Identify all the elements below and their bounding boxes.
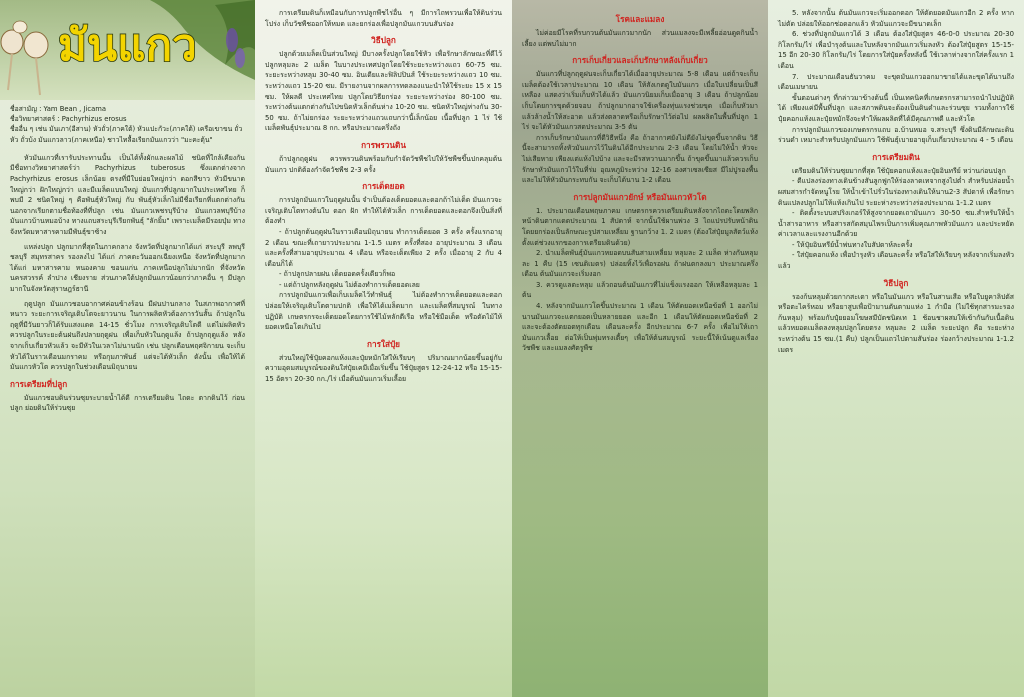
giant-step-6: 6. ช่วงที่ปลูกมันแกวได้ 3 เดือน ต้องใส่ปุ๋ยสูตร 46-0-0 ประมาณ 20-30 กิโลกรัม/ไร่ เพื่อบำรุงต้นและใบหลังจากมันแกวเริ่มลงหัว ต้องใส่ปุ๋ยสูตร 15-15-15 อีก 20-30 กิโลกรัม/ไร่ โดยการใส่ปุ๋ยครั้งหลังนี้ ใช้เวลาห่างจากใส่ครั้งแรก 1 เดือน xyxy=(778,30,1014,70)
soil-prep-item-3: - ให้ปุ๋ยอินทรีย์น้ำพ่นทางใบสัปดาห์ละครั้ง xyxy=(792,240,913,249)
pests-paragraph: ไม่ค่อยมีโรคที่รบกวนต้นมันแกวมากนัก ส่วนแมลงจะมีเพลี้ยอ่อนดูดกินน้ำเลี้ยง แต่พบไม่มาก xyxy=(522,29,758,48)
intro-paragraph: หัวมันแกวที่เรารับประทานนั้น เป็นได้ทั้งผักและผลไม้ ชนิดที่ใกล้เคียงกัน มีชื่อทางวิทยาศาสตร์ว่า Pachyrhizus tuberosus ซึ่งแตกต่างจาก Pachyrhizus erosus เล็กน้อย ตรงที่มีใบย่อยใหญ่กว่า ดอกสีขาว หัวมีขนาดใหญ่กว่า ฝักใหญ่กว่า และมีเมล็ดแบนใหญ่ มันแกวที่ปลูกมากในประเทศไทย ก็พบมี 2 ชนิดใหญ่ ๆ คือพันธุ์หัวใหญ่ กับ พันธุ์หัวเล็กไม่มีชื่อเรียกที่แตกต่างกัน นอกจากเรียกตามชื่อท้องที่ที่ปลูก เช่น มันแกวเพชรบุรีบ้าง มันแกวลพบุรีบ้าง มันแกวบ้านหมอบ้าง ทางแถบสระบุรีเรียกพันธุ์ "ลักยิ้ม" เพราะเมล็ดมีรอยบุ๋ม ทางจังหวัดมหาสารคามมีพันธุ์ขาซ้าง xyxy=(10,153,245,236)
meta-scientific-name: ชื่อวิทยาศาสตร์ : Pachyrhizus erosus xyxy=(10,115,127,124)
meta-other-names: ชื่ออื่น ๆ เช่น มันเภา(อีสาน) หัวถั่ว(ภาคใต้) หัวแปะกัวะ(ภาคใต้) เครือเขาขน ถั่วหัว ถั่วบ้ง มันแกวลาว(ภาคเหนือ) ชาวไทลื้อเรียกมันแกวว่า "มะคะตุ้น" xyxy=(10,125,243,144)
giant-step-3: 3. ควรดูแลตะหลุม แล้วถอนต้นมันแกวที่ไม่แข็งแรงออก ให้เหลือหลุมละ 1 ต้น xyxy=(522,280,758,300)
section-heading-pests: โรคและแมลง xyxy=(615,14,665,24)
saraburi-paragraph: การปลูกมันแกวของเกษตรกรแถบ อ.บ้านหมอ จ.สระบุรี ซึ่งดินมีลักษณะดินร่วนดำ เหมาะสำหรับปลูกมันแกว ใช้พันธุ์เบายอายุเก็บเกี่ยวประมาณ 4 - 5 เดือน xyxy=(778,125,1014,145)
panel-1 xyxy=(0,0,255,697)
topping-item-3: - แต่ถ้าปลูกหลังฤดูฝน ไม่ต้องทำการเด็ดยอดเลย xyxy=(279,280,420,289)
storage-paragraph: การเก็บรักษามันแกวที่ดีวิธีหนึ่ง คือ ถ้าอากาศยังไม่ดียังไม่ขุดขึ้นจากดิน วิธีนี้จะสามารถทิ้งหัวมันแกวไว้ในดินได้อีกประมาณ 2-3 เดือน โดยไม่ให้น้ำ หัวจะไม่เสียหาย เพียงแต่แห้งไปบ้าง และจะมีรสหวานมากขึ้น ถ้าขุดขึ้นมาแล้วควรเก็บรักษาหัวมันแกวไว้ในที่ร่ม อุณหภูมิระหว่าง 12-16 องศาเซลเซียส มีไม่ปูรองพื้น และไม่ให้หัวมันกระทบกัน จะเก็บได้นาน 1-2 เดือน xyxy=(522,133,758,185)
soil-prep-paragraph: เตรียมดินให้ร่วนซุยมากที่สุด ใช้ปุ๋ยคอกแห้งและปุ๋ยอินทรีย์ หว่านก่อนปลูก xyxy=(792,166,1006,175)
topping-item-2: - ถ้าปลูกปลายฝน เด็ดยอดครั้งเดียวก็พอ xyxy=(279,270,396,279)
giant-step-5: 5. หลังจากนั้น ต้นมันแกวจะเริ่มออกดอก ให้ตัดยอดมันแกวอีก 2 ครั้ง หากไม่ตัด ปล่อยให้ออกช่อดอกแล้ว หัวมันแกวจะมีขนาดเล็ก xyxy=(778,9,1014,28)
season-paragraph: ฤดูปลูก มันแกวชอบอากาศค่อนข้างร้อน มีฝนปานกลาง ในสภาพอากาศที่หนาว ระยะการเจริญเติบโตจะยาวนาน ในการผลิตหัวต้องการวันสั้น ถ้าปลูกในฤดูที่มีวันยาวก็ได้รับแสงแดด 14-15 ชั่วโมง การเจริญเติบโตดี แต่ไม่ผลิตหัว ควรปลูกในระยะต้นฝนถึงปลายฤดูฝน เพื่อเก็บหัวในฤดูแล้ง ถ้าปลูกฤดูแล้ง หลังจากเก็บเกี่ยวหัวแล้ว จะมีหัวในเวลาไม่นานนัก เช่น ปลูกเดือนพฤศจิกายน จะเก็บหัวได้ในราวเดือนมกราคม หรือกุมภาพันธ์ แต่จะได้หัวเล็ก ดังนั้น เพื่อให้ได้มันแกวหัวโต ควรปลูกในช่วงเดือนมิถุนายน xyxy=(10,299,245,372)
giant-step-7: 7. ประมาณเดือนธันวาคม จะขุดมันแกวออกมาขายได้และขุดได้นานถึงเดือนเมษายน xyxy=(778,72,1014,92)
harvest-paragraph: มันแกวที่ปลูกฤดูฝนจะเก็บเกี่ยวได้เมื่ออายุประมาณ 5-8 เดือน แต่ถ้าจะเก็บเมล็ดต้องใช้เวลาประมาณ 10 เดือน ให้สังเกตดูใบมันแกว เมื่อใบเปลี่ยนเป็นสีเหลือง แสดงว่าเริ่มเก็บหัวได้แล้ว มันแกวนิยมเก็บเมื่ออายุ 3 เดือน ถ้าปลูกน้อย เก็บโดยการขุดด้วยจอบ ถ้าปลูกมากอาจใช้เครื่องทุ่นแรงช่วยขุด เมื่อเก็บหัวมาแล้วล้างน้ำให้สะอาด แล้วส่งตลาดหรือเก็บรักษาไว้ต่อไป ผลผลิตในพื้นที่ปลูก 1 ไร่ จะได้หัวมันแกวสดประมาณ 3-5 ตัน xyxy=(522,70,758,132)
prep-paragraph: มันแกวชอบดินร่วนซุยระบายน้ำได้ดี การเตรียมดิน ไถดะ ตากดินไว้ ก่อนปลูก ย่อยดินให้ร่วนซุย xyxy=(10,393,245,413)
section-heading-topping: การเด็ดยอด xyxy=(362,181,405,192)
giant-step-1: 1. ประมาณเดือนพฤษภาคม เกษตรกรควรเตรียมดินหลังจากไถดะโดยพลิกหน้าดินตากแดดประมาณ 1 สัปดาห์ จากนั้นใช้ผานพ่วง 3 ไถแปรปรับหน้าดินโดยยกร่องเป็นลักษณะรูปสามเหลี่ยม ฐานกว้าง 1. 2 เมตร (ต้องใส่ปุ๋ยมูลสัตว์แห้งตั้งแต่ช่วงแรกของการเตรียมดินด้วย) xyxy=(522,206,758,247)
panel-2 xyxy=(255,0,512,697)
section-heading-planting: วิธีปลูก xyxy=(371,35,396,46)
section-heading-tillage: การพรวนดิน xyxy=(361,139,406,150)
section-heading-fertilizer: การใส่ปุ๋ย xyxy=(367,338,400,349)
topping-item-1: - ถ้าปลูกต้นฤดูฝนในราวเดือนมิถุนายน ทำการเด็ดยอด 3 ครั้ง ครั้งแรกอายุ 2 เดือน ขณะที่เถายาวประมาณ 1-1.5 เมตร ครั้งที่สอง อายุประมาณ 3 เดือน และครั้งที่สามอายุประมาณ 4 เดือน หรือจะเด็ดเพียง 2 ครั้ง เมื่ออายุ 2 กับ 4 เดือนก็ได้ xyxy=(265,227,502,268)
jicama-illustration xyxy=(0,0,255,100)
growing-area-paragraph: แหล่งปลูก ปลูกมากที่สุดในภาคกลาง จังหวัดที่ปลูกมากได้แก่ สระบุรี ลพบุรี ชลบุรี สมุทรสาคร รองลงไป ได้แก่ ภาคตะวันออกเฉียงเหนือ จังหวัดที่ปลูกมากได้แก่ มหาสารคาม หนองคาย ขอนแก่น ภาคเหนือปลูกไม่มากนัก ที่จังหวัดนครสวรรค์ ลำปาง เชียงราย ส่วนภาคใต้ปลูกมันแกวน้อยกว่าภาคอื่น ๆ มีปลูกมากในจังหวัดสุราษฎร์ธานี xyxy=(10,242,245,293)
panel-4 xyxy=(768,0,1024,697)
soil-prep-item-2: - ติดตั้งระบบสปริงเกอร์ให้สูงจากยอดเถามันแกว 30-50 ซม.สำหรับให้น้ำ น้ำสารอาหาร หรือสารสกัดสมุนไพรเป็นการเพิ่มคุณภาพหัวมันแกว และประหยัดค่าเวลาและแรงงานอีกด้วย xyxy=(778,209,1014,239)
section-heading-harvest: การเก็บเกี่ยวและเก็บรักษาหลังเก็บเกี่ยว xyxy=(572,55,708,66)
panel-3 xyxy=(512,0,768,697)
giant-step-4: 4. หลังจากมันแกวโตขึ้นประมาณ 1 เดือน ให้ตัดยอดเหนือข้อที่ 1 ออกไม่นานมันแกวจะแตกยอดเป็นหลายยอด และอีก 1 เดือนให้ตัดยอดเหนือข้อที่ 2 และจะต้องตัดยอดทุกเดือน เดือนละครั้ง อีกประมาณ 6-7 ครั้ง เพื่อไม่ให้เถามันแกวเลื้อย ต่อให้เป็นพุ่มทรงเตี้ยๆ เพื่อให้ต้นสมบูรณ์ ระยะนี้ให้เน้นดูแลเรื่องวัชพืช และแมลงศัตรูพืช xyxy=(522,302,758,353)
title-text: มันแกว xyxy=(58,20,197,71)
technique-paragraph: ขั้นตอนต่างๆ ที่กล่าวมาข้างต้นนี้ เป็นเทคนิคที่เกษตรกรสามารถนำไปปฏิบัติได้ เพียงแค่มีพื้นที่ปลูก และสภาพดินจะต้องเป็นดินดำและร่วนซุย รวมทั้งการใช้ปุ๋ยคอกแห้งและปุ๋ยหมักจึงจะทำให้ผลผลิตที่ได้มีคุณภาพดี และหัวโต xyxy=(778,93,1014,123)
meta-common-name: ชื่อสามัญ : Yam Bean , Jicama xyxy=(10,105,107,113)
planting-paragraph: ปลูกด้วยเมล็ดเป็นส่วนใหญ่ มีบางครั้งปลูกโดยใช้หัว เพื่อรักษาลักษณะที่ดีไว้ ปลูกหลุมละ 2 เมล็ด ในบางประเทศปลูกโดยใช้ระยะระหว่างแถว 60-75 ซม. ระยะระหว่างหลุม 30-40 ซม. อินเดียและฟิลิปปินส์ ใช้ระยะระหว่างแถว 10 ซม. ระหว่างแถว 15-20 ซม. มีรายงานจากผลการทดลองแนะนำให้ใช้ระยะ 15 x 15 ซม. ให้ผลดี ประเทศไทย ปลูกโดยวิธียกร่อง ระยะระหว่างร่อง 80-100 ซม. ระหว่างต้นแตกต่างกันไปขนิดหัวเล็กต้นห่าง 10-20 ซม. ชนิดหัวใหญ่ห่างกัน 30-50 ซม. ถ้าไม่ยกร่อง ระยะระหว่างแถวแถบกว่านี้เล็กน้อย เนื้อที่ปลูก 1 ไร่ ใช้เมล็ดพันธุ์ประมาณ 8 กก. หรือประมาณครึ่งถัง xyxy=(265,50,502,133)
tillage-paragraph: ถ้าปลูกฤดูฝน ควรพรวนดินพร้อมกับกำจัดวัชพืชไปให้วัชพืชขึ้นปกคลุมต้นมันแกว ปกติต้องกำจัดวัชพืช 2-3 ครั้ง xyxy=(265,154,502,174)
fertilizer-paragraph: ส่วนใหญ่ใช้ปุ๋ยคอกแห้งและปุ๋ยหมักใส่ให้เรียบๆ ปริมาณมากน้อยขึ้นอยู่กับความอุดมสมบูรณ์ของดินใส่ปุ๋ยเคมีเมื่อเริ่มขึ้น ใช้ปุ๋ยสูตร 12-24-12 หรือ 15-15-15 อัตรา 20-30 กก./ไร่ เมื่อต้นมันแกวเริ่มเลื้อย xyxy=(265,353,502,384)
section-heading-method: วิธีปลูก xyxy=(883,277,909,288)
giant-step-2: 2. นำเมล็ดพันธุ์มันแกวหยอดบนสันสามเหลี่ยม หลุมละ 2 เมล็ด ห่างกันหลุมละ 1 คืบ (15 เซนติเมตร) ปล่อยทิ้งไว้เพื่อรอฝน ถ้าฝนตกลงมา ประมาณครึ่งเดือน ต้นมันแกวจะเริ่มงอก xyxy=(522,249,758,279)
section-heading-soil-prep: การเตรียมดิน xyxy=(872,151,920,162)
section-heading-prep: การเตรียมที่ปลูก xyxy=(10,378,68,389)
prep-cont-paragraph: การเตรียมดินก็เหมือนกับการปลูกพืชไร่อื่น ๆ มีการไถพรวนเพื่อให้ดินร่วนโปร่ง เก็บวัชพืชออกให้หมด และยกร่องเพื่อปลูกมันแกวบนสันร่อง xyxy=(265,9,502,28)
topping-paragraph: การปลูกมันแกวในฤดูฝนนั้น จำเป็นต้องเด็ดยอดและดอกถ้าไม่เด็ด มันแกวจะเจริญเติบโตทางต้นใบ ดอก ฝัก ทำให้ได้หัวเล็ก การเด็ดยอดและดอกจึงเป็นสิ่งที่ต้องทำ xyxy=(265,196,502,226)
method-paragraph: รองก้นหลุมด้วยกากสะเดา หรือในมันแกว หรือในสานเสือ หรือใบยูคาลิปตัส หรือตะไคร้หอม หรือยาสูบเพื่อป้ามานตันตามแห่ง 1 กำมือ (ไม่ใช้ทุกสารมะรองก้นหลุม) พร้อมกับปุ๋ยยอมโฆษสมีบัตชนิดเท 1 ช้อนชาผสมให้เข้ากันกับเนื้อดิน แล้วหยอดเมล็ดลงหลุมปลูกโดยตรง หลุมละ 2 เมล็ด ระยะปลูก คือ ระยะห่างระหว่างต้น 15 ซม.(1 คืบ) ปลูกเป็นแถวไปตามสันร่อง ร่องกว้างประมาณ 1-1.2 เมตร xyxy=(778,292,1014,354)
seed-paragraph: การปลูกมันแกวเพื่อเก็บเมล็ดไว้ทำพันธุ์ ไม่ต้องทำการเด็ดยอดและดอก ปล่อยให้เจริญเติบโตตามปกติ เพื่อให้ได้เมล็ดมาก และเมล็ดที่สมบูรณ์ ในทางปฏิบัติ เกษตรกรจะเด็ดยอดโดยการใช้ไม้หลักตีเรือ หรือใช้มือเด็ด หรือตัดไม้ให้ยอดเหนือโตเกินไป xyxy=(265,291,502,332)
soil-prep-item-4: - ใส่ปุ๋ยคอกแห้ง เพื่อบำรุงหัว เดือนละครั้ง หรือใส่ให้เรียบๆ หลังจากเริ่มลงหัวแล้ว xyxy=(778,251,1014,271)
section-heading-giant: การปลูกมันแกวยักษ์ หรือมันแกวหัวโต xyxy=(573,191,707,202)
title-banner xyxy=(0,0,255,100)
soil-prep-item-1: - ตีแปลงร่องทางเดินข้างสันลูกฟูกให้ร่องลาดเทจากสูงไปต่ำ สำหรับปล่อยน้ำ ผสมสารกำจัดหนูโรย ให้น้ำเข้าไปรั่วในร่องทางเดินให้นาน2-3 สัปดาห์ เพื่อรักษาดินแปลงปลูกไม่ให้แห้งเกินไป ระยะห่างระหว่างร่องประมาณ 1-1.2 เมตร xyxy=(778,177,1014,207)
